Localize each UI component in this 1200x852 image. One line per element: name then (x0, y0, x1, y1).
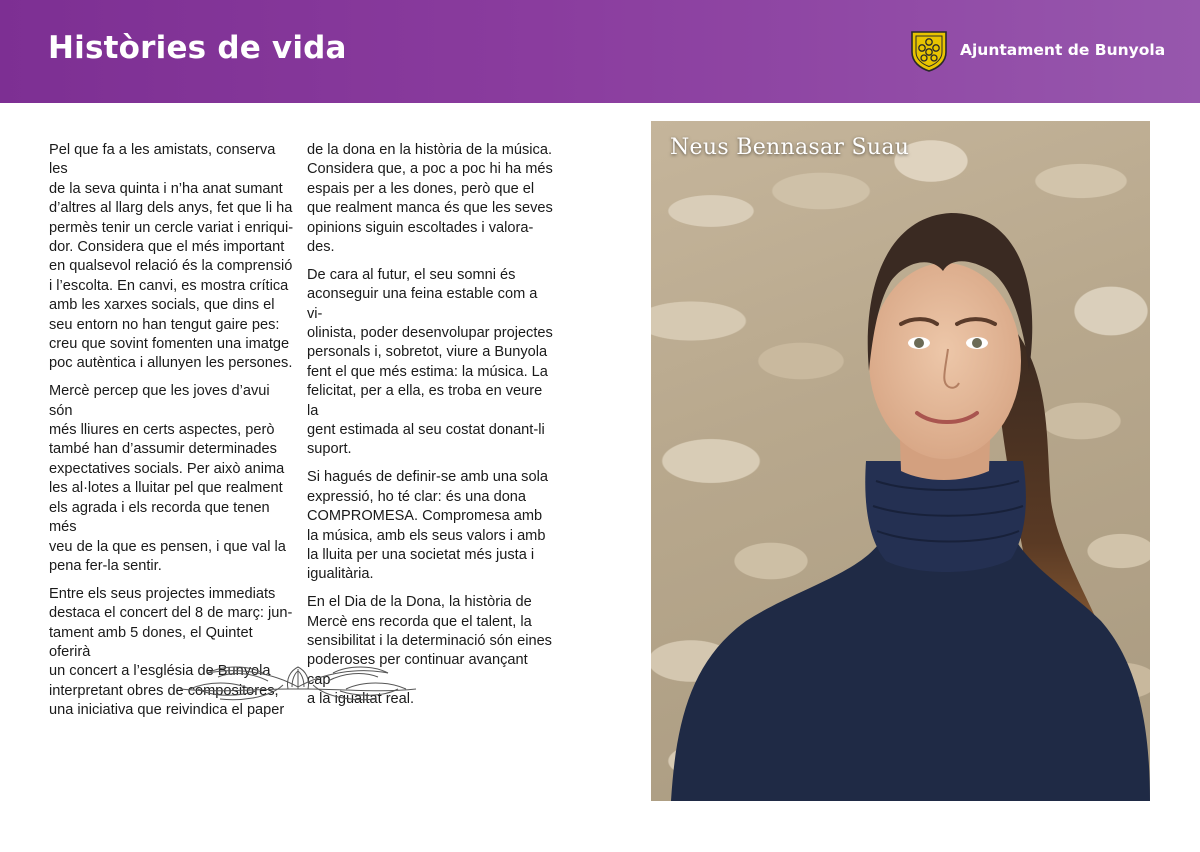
text-line: també han d’assumir determinades (49, 441, 277, 458)
article-paragraph (307, 141, 555, 257)
text-line: la música, amb els seus valors i amb (307, 527, 546, 544)
text-line: poderoses per continuar avançant cap (307, 652, 528, 688)
text-line: de la seva quinta i n’ha anat sumant (49, 180, 283, 197)
text-line: i l’escolta. En canvi, es mostra crítica (49, 277, 289, 294)
text-line: aconseguir una feina estable com a vi- (307, 286, 538, 322)
text-line: COMPROMESA. Compromesa amb (307, 508, 543, 525)
text-line: fent el que més estima: la música. La (307, 363, 548, 380)
text-line: una iniciativa que reivindica el paper (49, 702, 285, 719)
text-line: d’altres al llarg dels anys, fet que li ha (49, 200, 293, 217)
text-line: tament amb 5 dones, el Quintet oferirà (49, 624, 253, 660)
bunyola-coat-of-arms-icon (908, 28, 950, 72)
text-line: des. (307, 239, 335, 256)
text-line: amb les xarxes socials, que dins el (49, 297, 275, 314)
article-paragraph (307, 266, 555, 460)
text-line: expressió, ho té clar: és una dona (307, 488, 527, 505)
text-line: Mercè ens recorda que el talent, la (307, 613, 532, 630)
text-line: de la dona en la història de la música. (307, 142, 553, 158)
face (869, 263, 1021, 459)
text-line: dor. Considera que el més important (49, 239, 285, 256)
portrait-photo (651, 121, 1150, 801)
article-paragraph (49, 382, 297, 576)
text-line: suport. (307, 441, 352, 458)
text-line: espais per a les dones, però que el (307, 180, 535, 197)
brand-name: Ajuntament de Bunyola (960, 41, 1166, 59)
text-line: gent estimada al seu costat donant-li (307, 422, 545, 439)
text-line: més lliures en certs aspectes, però (49, 422, 275, 439)
text-line: sensibilitat i la determinació són eines (307, 632, 552, 649)
text-line: De cara al futur, el seu somni és (307, 266, 516, 283)
text-line: creu que sovint fomenten una imatge (49, 336, 290, 353)
text-line: Considera que, a poc a poc hi ha més (307, 161, 553, 178)
text-line: olinista, poder desenvolupar projectes (307, 325, 553, 342)
text-line: la lluita per una societat més justa i (307, 546, 535, 563)
text-line: destaca el concert del 8 de març: jun- (49, 605, 293, 622)
text-line: els agrada i els recorda que tenen més (49, 499, 270, 536)
text-line: opinions siguin escoltades i valora- (307, 219, 534, 236)
article-paragraph (49, 141, 297, 374)
article-column-2 (307, 141, 555, 718)
brand (908, 28, 1165, 72)
text-line: pena fer-la sentir. (49, 557, 162, 574)
text-line: les al·lotes a lluitar pel que realment (49, 480, 283, 497)
text-line: felicitat, per a ella, es troba en veure la (307, 383, 543, 419)
sweater (671, 531, 1150, 801)
text-line: a la igualtat real. (307, 691, 415, 708)
photo-caption: Neus Bennasar Suau (670, 135, 910, 160)
text-line: igualitària. (307, 566, 374, 583)
text-line: personals i, sobretot, viure a Bunyola (307, 344, 548, 361)
page-header (0, 0, 1200, 103)
text-line: interpretant obres de compositores, (49, 682, 279, 699)
article-paragraph (307, 468, 555, 584)
text-line: En el Dia de la Dona, la història de (307, 594, 532, 611)
text-line: expectatives socials. Per això anima (49, 460, 285, 477)
text-line: que realment manca és que les seves (307, 200, 553, 217)
text-line: Mercè percep que les joves d’avui són (49, 383, 270, 419)
text-line: en qualsevol relació és la comprensió (49, 258, 293, 275)
text-line: veu de la que es pensen, i que val la (49, 538, 286, 555)
text-line: Pel que fa a les amistats, conserva les (49, 142, 276, 178)
text-line: Entre els seus projectes immediats (49, 585, 276, 602)
floral-divider-icon (178, 659, 418, 708)
portrait-illustration (651, 121, 1150, 801)
text-line: Si hagués de definir-se amb una sola (307, 469, 548, 486)
article-column-1 (49, 141, 297, 729)
text-line: permès tenir un cercle variat i enriqui- (49, 219, 294, 236)
text-line: poc autèntica i allunyen les persones. (49, 355, 293, 372)
page-title: Històries de vida (48, 30, 347, 66)
text-line: un concert a l’església de Bunyola (49, 663, 271, 680)
text-line: seu entorn no han tengut gaire pes: (49, 316, 280, 333)
